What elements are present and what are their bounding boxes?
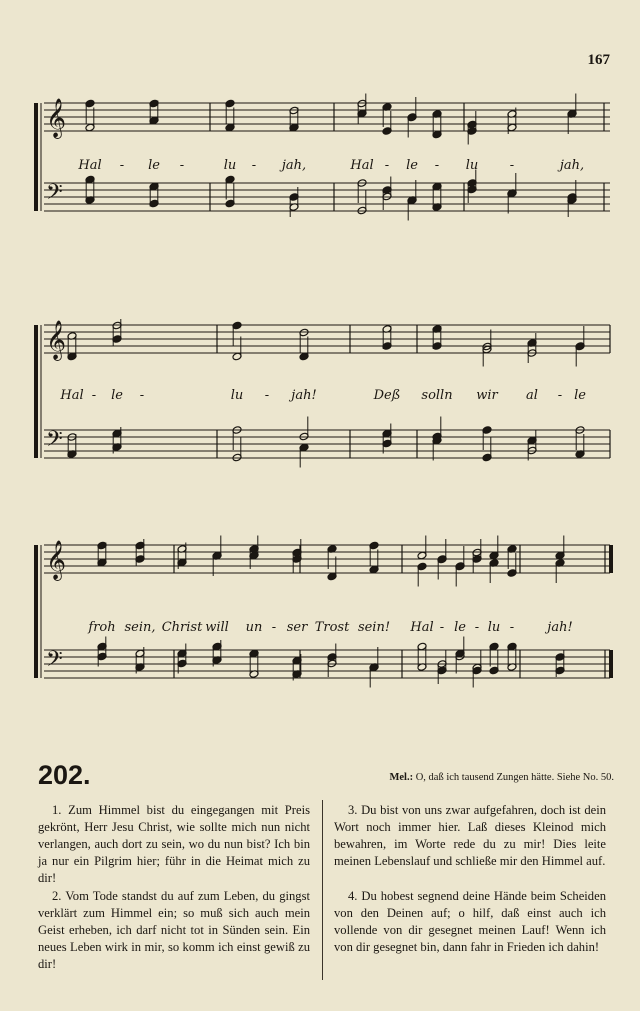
melody-reference: [389, 772, 614, 783]
lyric-syllable: al: [526, 388, 538, 403]
hymn-number: 202.: [38, 760, 91, 790]
lyric-syllable: -: [434, 158, 440, 173]
lyric-syllable: lu: [487, 620, 501, 635]
lyric-syllable: Christ: [161, 620, 203, 635]
bass-clef: 𝄢: [46, 427, 63, 457]
final-barline: [609, 650, 613, 678]
lyrics-line-3: [32, 620, 612, 638]
lyric-syllable: -: [509, 620, 515, 635]
music-system-2: [32, 320, 612, 470]
lyric-syllable: jah!: [547, 620, 573, 635]
lyric-syllable: -: [474, 620, 480, 635]
lyric-syllable: sein!: [357, 620, 391, 635]
treble-clef: 𝄞: [46, 98, 67, 138]
music-system-3: [32, 540, 612, 700]
lyric-syllable: sein,: [124, 620, 156, 635]
music-system-1: [32, 95, 612, 245]
lyric-syllable: -: [179, 158, 185, 173]
lyric-syllable: ser: [286, 620, 308, 635]
melody-text: O, daß ich tausend Zungen hätte.: [415, 772, 555, 783]
bass-clef: 𝄢: [46, 180, 63, 210]
lyric-syllable: jah!: [291, 388, 317, 403]
system-bracket: [34, 103, 38, 211]
lyric-syllable: -: [439, 620, 445, 635]
lyric-syllable: -: [271, 620, 277, 635]
lyric-syllable: -: [557, 388, 563, 403]
bass-clef: 𝄢: [46, 647, 63, 677]
lyric-syllable: Deß: [373, 388, 401, 403]
lyric-syllable: jah,: [559, 158, 585, 173]
verse-2: 2. Vom Tode standst du auf zum Leben, du gingst verklärt zum Himmel ein; so muß sich auch mein Geist erheben, ich darf nicht tot in Sünden sein. Ein neues Leben wirk in mir, so komm ich einst gewiß zu dir!: [38, 889, 310, 971]
lyric-syllable: froh: [88, 620, 116, 635]
lyric-syllable: un: [245, 620, 263, 635]
lyric-syllable: will: [205, 620, 229, 635]
lyric-syllable: le: [111, 388, 123, 403]
lyric-syllable: Hal: [350, 158, 374, 173]
melody-see-ref: Siehe No. 50.: [556, 772, 614, 783]
lyric-syllable: lu: [223, 158, 237, 173]
lyric-syllable: le: [454, 620, 466, 635]
lyric-syllable: lu: [230, 388, 244, 403]
lyric-syllable: Hal: [60, 388, 84, 403]
lyric-syllable: -: [119, 158, 125, 173]
lyric-syllable: -: [384, 158, 390, 173]
treble-clef: 𝄞: [46, 540, 67, 580]
lyric-syllable: jah,: [281, 158, 307, 173]
lyric-syllable: -: [251, 158, 257, 173]
page-number: 167: [587, 52, 610, 68]
lyric-syllable: -: [139, 388, 145, 403]
lyric-syllable: lu: [465, 158, 479, 173]
verse-4: 4. Du hobest segnend deine Hände beim Scheiden von den Deinen auf; o hilf, daß einst auch ich vollende von dir gesegnet meinen Lauf! Wenn ich von dir gesegnet bin, dann fahr in Frieden ich dahin!: [334, 889, 606, 954]
lyric-syllable: -: [509, 158, 515, 173]
column-divider: [322, 800, 323, 980]
verse-3: 3. Du bist von uns zwar aufgefahren, doch ist dein Wort noch immer hier. Laß dieses Kleinod mich bewahren, im Worte rede du zu mir! Dies leite meinen Lebenslauf und schließe mir den Himmel auf.: [334, 803, 606, 868]
lyrics-line-1: [32, 158, 612, 176]
lyric-syllable: wir: [476, 388, 498, 403]
treble-clef: 𝄞: [46, 320, 67, 360]
lyric-syllable: le: [148, 158, 160, 173]
lyric-syllable: -: [91, 388, 97, 403]
final-barline: [609, 545, 613, 573]
melody-label: Mel.:: [389, 772, 414, 783]
verse-1: 1. Zum Himmel bist du eingegangen mit Preis gekrönt, Herr Jesu Christ, wie sollte mich nun nicht verlangen, auch dort zu sein, wo du nun bist? Ich bin ja nur ein Pilgrim hier; führ in die Heimat mich zu dir!: [38, 803, 310, 885]
lyric-syllable: -: [264, 388, 270, 403]
lyric-syllable: le: [406, 158, 418, 173]
lyric-syllable: Hal: [78, 158, 102, 173]
lyric-syllable: le: [574, 388, 586, 403]
lyrics-line-2: [32, 388, 612, 406]
system-bracket: [34, 545, 38, 678]
lyric-syllable: solln: [421, 388, 453, 403]
lyric-syllable: Trost: [314, 620, 350, 635]
lyric-syllable: Hal: [410, 620, 434, 635]
